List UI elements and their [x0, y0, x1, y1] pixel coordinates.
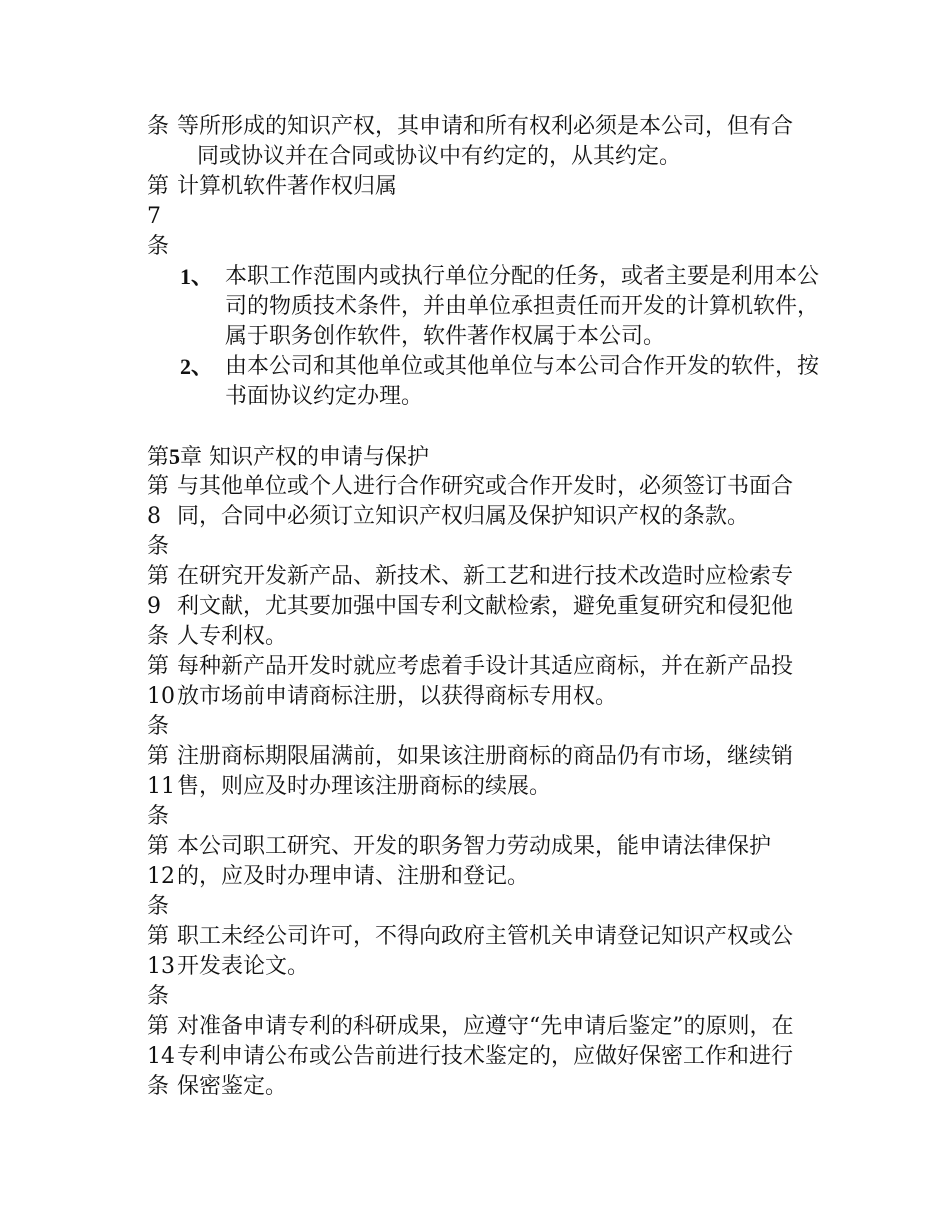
chapter-heading: 第5章 知识产权的申请与保护 [147, 444, 430, 470]
article-14 [147, 1012, 837, 1102]
article-label: 第 12 条 [147, 834, 175, 919]
article-line: 每种新产品开发时就应考虑着手设计其适应商标，并在新产品投 [177, 654, 794, 679]
article-line: 等所形成的知识产权，其申请和所有权利必须是本公司，但有合 [177, 114, 794, 139]
article-label: 第 11 条 [147, 744, 175, 829]
list-item-number: 1、 [180, 264, 214, 289]
article-body [177, 832, 837, 892]
article-line: 职工未经公司许可，不得向政府主管机关申请登记知识产权或公 [177, 924, 794, 949]
article-line: 与其他单位或个人进行合作研究或合作开发时，必须签订书面合 [177, 474, 794, 499]
article-label: 第 13 条 [147, 924, 175, 1009]
list-item [180, 262, 837, 352]
list-item-number: 2、 [180, 354, 214, 379]
article-line: 利文献，尤其要加强中国专利文献检索，避免重复研究和侵犯他 [177, 594, 794, 619]
article-list [147, 472, 837, 1102]
article-body [177, 652, 837, 712]
article-body [177, 112, 837, 172]
article-line: 保密鉴定。 [177, 1074, 288, 1099]
article-line: 的，应及时办理申请、注册和登记。 [177, 864, 530, 889]
list-item-text: 由本公司和其他单位或其他单位与本公司合作开发的软件，按书面协议约定办理。 [225, 354, 820, 409]
article-11 [147, 742, 837, 832]
document-page [147, 112, 837, 1102]
article-line: 同，合同中必须订立知识产权归属及保护知识产权的条款。 [177, 504, 750, 529]
article-9 [147, 562, 837, 652]
article-title: 计算机软件著作权归属 [177, 174, 398, 199]
article-8 [147, 472, 837, 562]
article-body [177, 1012, 837, 1102]
article-label: 第 14 条 [147, 1014, 175, 1099]
article-line: 专利申请公布或公告前进行技术鉴定的，应做好保密工作和进行 [177, 1044, 794, 1069]
article-body [177, 562, 837, 652]
article-line: 售，则应及时办理该注册商标的续展。 [177, 774, 552, 799]
article-line: 注册商标期限届满前，如果该注册商标的商品仍有市场，继续销 [177, 744, 794, 769]
article-7-list [180, 262, 837, 412]
article-12 [147, 832, 837, 922]
article-body [177, 742, 837, 802]
article-line: 同或协议并在合同或协议中有约定的，从其约定。 [197, 144, 682, 169]
article-line: 对准备申请专利的科研成果，应遵守“先申请后鉴定”的原则，在 [177, 1014, 794, 1039]
article-6-tail [147, 112, 837, 172]
article-label: 第 7 条 [147, 174, 170, 259]
article-body [177, 472, 837, 532]
article-label: 第 10 条 [147, 654, 175, 739]
article-line: 开发表论文。 [177, 954, 310, 979]
article-body [177, 172, 837, 202]
article-7 [147, 172, 837, 262]
article-line: 人专利权。 [177, 624, 288, 649]
article-line: 在研究开发新产品、新技术、新工艺和进行技术改造时应检索专 [177, 564, 794, 589]
list-item-text: 本职工作范围内或执行单位分配的任务，或者主要是利用本公司的物质技术条件，并由单位承担责任而开发的计算机软件，属于职务创作软件，软件著作权属于本公司。 [225, 264, 820, 349]
article-body [177, 922, 837, 982]
spacer [147, 412, 837, 442]
article-line: 本公司职工研究、开发的职务智力劳动成果，能申请法律保护 [177, 834, 772, 859]
article-line: 放市场前申请商标注册，以获得商标专用权。 [177, 684, 618, 709]
article-label: 条 [147, 114, 170, 139]
article-13 [147, 922, 837, 1012]
article-label: 第 9 条 [147, 564, 170, 649]
article-label: 第 8 条 [147, 474, 170, 559]
list-item [180, 352, 837, 412]
article-10 [147, 652, 837, 742]
